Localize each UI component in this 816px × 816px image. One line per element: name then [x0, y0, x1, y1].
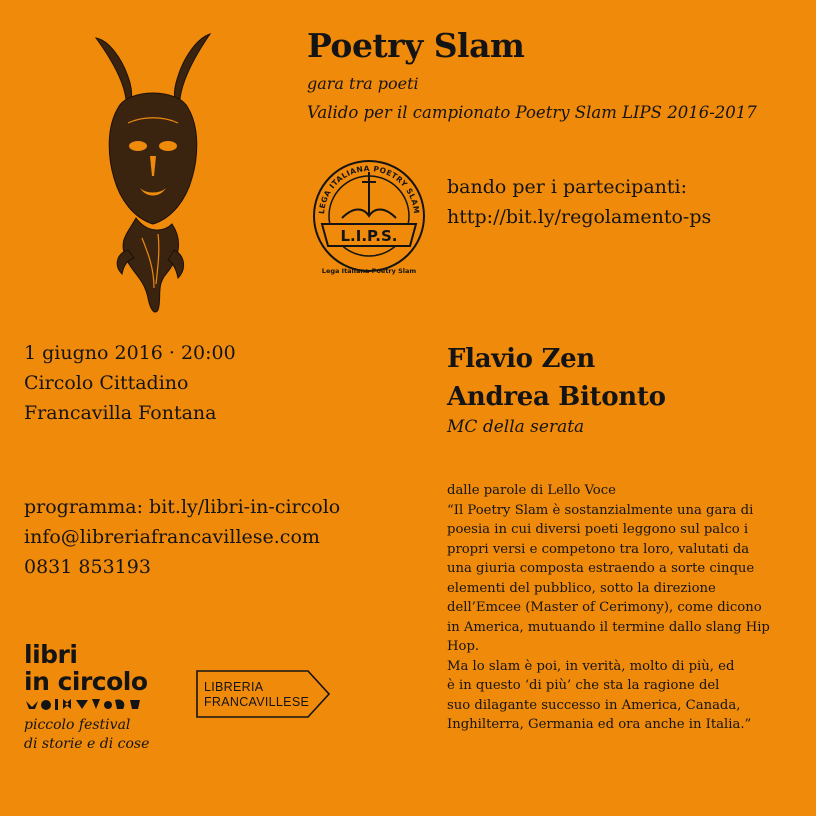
bando-block	[447, 172, 711, 232]
quote-intro: dalle parole di Lello Voce	[447, 483, 616, 498]
mc-name-2: Andrea Bitonto	[447, 382, 666, 412]
libreria-line1: LIBRERIA	[204, 680, 264, 694]
quote-line: Inghilterra, Germania ed ora anche in Italia.”	[447, 717, 752, 732]
festival-tagline-1: piccolo festival	[24, 717, 131, 733]
quote-line: “Il Poetry Slam è sostanzialmente una gara di	[447, 502, 754, 518]
quote-line: poesia in cui diversi poeti leggono sul palco i	[447, 522, 749, 537]
festival-logo-line2: in circolo	[24, 667, 148, 696]
email-link[interactable]: info@libreriafrancavillese.com	[24, 526, 320, 548]
program-link[interactable]: programma: bit.ly/libri-in-circolo	[24, 496, 341, 518]
mc-names	[447, 340, 666, 416]
lips-arc-text: LEGA ITALIANA POETRY SLAM	[316, 163, 422, 215]
phone-number: 0831 853193	[24, 556, 151, 578]
quote-line: una giuria composta estraendo a sorte cinque	[447, 561, 755, 576]
lips-banner-text: L.I.P.S.	[340, 227, 398, 245]
championship-note: Valido per il campionato Poetry Slam LIPS 2016-2017	[307, 103, 757, 122]
festival-logo-line1: libri	[24, 640, 78, 669]
bando-label: bando per i partecipanti:	[447, 176, 688, 198]
lips-logo	[304, 146, 434, 276]
quote-line: elementi del pubblico, sotto la direzione	[447, 580, 716, 596]
festival-tagline-2: di storie e di cose	[24, 736, 150, 752]
quote-block	[447, 481, 792, 735]
ornament-mascaron-image	[88, 28, 218, 318]
mc-name-1: Flavio Zen	[447, 344, 595, 374]
event-date: 1 giugno 2016 · 20:00	[24, 342, 236, 364]
event-title: Poetry Slam	[307, 26, 525, 65]
quote-line: suo dilagante successo in America, Canada,	[447, 697, 741, 713]
festival-tagline	[24, 716, 149, 754]
quote-line: è in questo ‘di più’ che sta la ragione del	[447, 678, 720, 693]
contacts-block	[24, 492, 340, 582]
event-city: Francavilla Fontana	[24, 402, 217, 424]
quote-line: Hop.	[447, 639, 480, 654]
lips-caption: Lega Italiana Poetry Slam	[321, 267, 417, 275]
festival-logo	[24, 641, 148, 695]
event-details	[24, 338, 236, 428]
bando-link[interactable]: http://bit.ly/regolamento-ps	[447, 206, 712, 228]
libreria-logo-text	[204, 680, 309, 710]
quote-line: in America, mutuando il termine dallo slang Hip	[447, 619, 770, 635]
festival-glyphs-icon	[24, 697, 142, 711]
libreria-line2: FRANCAVILLESE	[204, 695, 310, 709]
event-subtitle: gara tra poeti	[307, 74, 419, 93]
quote-line: propri versi e competono tra loro, valutati da	[447, 541, 750, 557]
quote-line: Ma lo slam è poi, in verità, molto di più, ed	[447, 658, 735, 674]
mc-role: MC della serata	[447, 417, 585, 437]
event-venue: Circolo Cittadino	[24, 372, 189, 394]
quote-line: dell’Emcee (Master of Cerimony), come dicono	[447, 600, 762, 615]
